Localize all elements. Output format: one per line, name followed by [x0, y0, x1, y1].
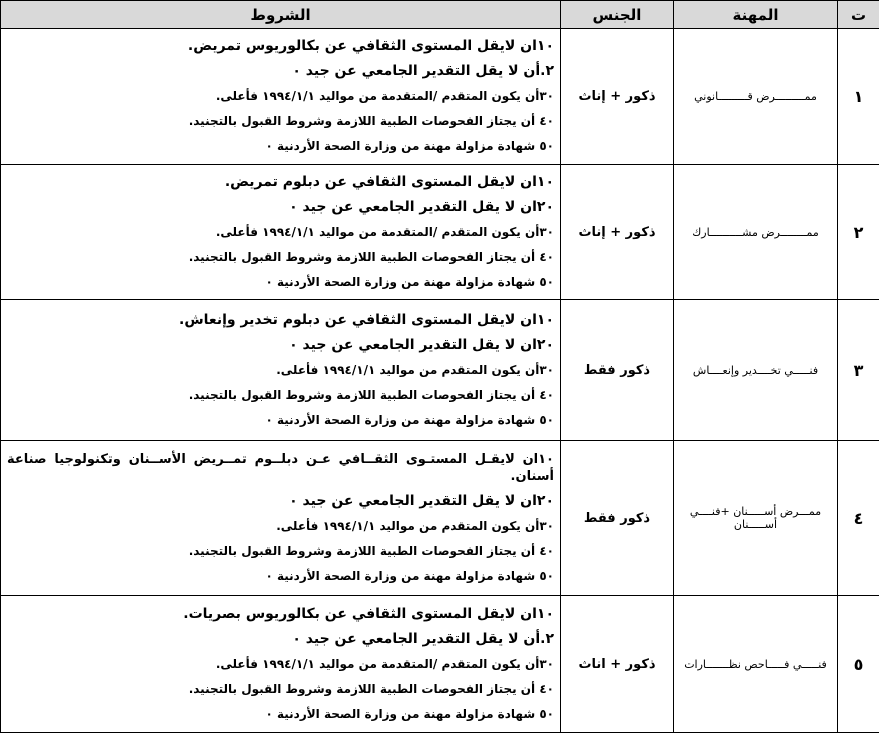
condition-item: ٥٠ شهادة مزاولة مهنة من وزارة الصحة الأردنية ٠	[7, 408, 554, 433]
profession-cell: ممـــرض أســـــنان +فنــــي أســـــنان	[674, 441, 838, 596]
condition-item: ١٠ان لايقل المستوى الثقافي عن دبلوم تمريض.	[7, 170, 554, 195]
row-number: ١	[838, 29, 879, 165]
condition-item: ١٠ان لايقل المستوى الثقافي عن دبلوم تخدير وإنعاش.	[7, 308, 554, 333]
conditions-cell	[1, 596, 561, 733]
row-number: ٢	[838, 165, 879, 300]
gender-cell: ذكور + إناث	[561, 29, 674, 165]
conditions-cell	[1, 165, 561, 300]
row-number: ٤	[838, 441, 879, 596]
condition-item: ٢.أن لا يقل التقدير الجامعي عن جيد ٠	[7, 59, 554, 84]
gender-cell: ذكور + اناث	[561, 596, 674, 733]
condition-item: ٣٠أن يكون المتقدم /المتقدمة من مواليد ١٩٩٤/١/١ فأعلى.	[7, 652, 554, 677]
condition-item: ١٠ان لايقل المستوى الثقافي عن بكالوريوس بصريات.	[7, 602, 554, 627]
profession-cell: فنـــــي تخــــدير وإنعــــاش	[674, 300, 838, 441]
condition-item: ٥٠ شهادة مزاولة مهنة من وزارة الصحة الأردنية ٠	[7, 270, 554, 295]
condition-item: ٤٠ أن يجتاز الفحوصات الطبية اللازمة وشروط القبول بالتجنيد.	[7, 109, 554, 134]
table-row	[1, 300, 879, 441]
condition-item: ١٠ان لايقـل المستـوى الثقــافي عـن دبلــوم تمــريض الأســنان وتكنولوجيا صناعة أسنان.	[7, 447, 554, 489]
condition-item: ٥٠ شهادة مزاولة مهنة من وزارة الصحة الأردنية ٠	[7, 702, 554, 727]
condition-item: ٤٠ أن يجتاز الفحوصات الطبية اللازمة وشروط القبول بالتجنيد.	[7, 677, 554, 702]
profession-cell: ممـــــــــرض قـــــــــانوني	[674, 29, 838, 165]
table-row	[1, 165, 879, 300]
condition-item: ٢٠ان لا يقل التقدير الجامعي عن جيد ٠	[7, 195, 554, 220]
condition-item: ٣٠أن يكون المتقدم /المتقدمة من مواليد ١٩٩٤/١/١ فأعلى.	[7, 220, 554, 245]
table-row	[1, 441, 879, 596]
header-gender: الجنس	[561, 1, 674, 29]
condition-item: ٣٠أن يكون المتقدم من مواليد ١٩٩٤/١/١ فأعلى.	[7, 358, 554, 383]
gender-cell: ذكور فقط	[561, 441, 674, 596]
table-row	[1, 596, 879, 733]
condition-item: ٤٠ أن يجتاز الفحوصات الطبية اللازمة وشروط القبول بالتجنيد.	[7, 383, 554, 408]
profession-cell: فنـــــي فـــــاحص نظـــــــارات	[674, 596, 838, 733]
conditions-cell	[1, 441, 561, 596]
condition-item: ٢٠ان لا يقل التقدير الجامعي عن جيد ٠	[7, 489, 554, 514]
conditions-cell	[1, 300, 561, 441]
header-conditions: الشروط	[1, 1, 561, 29]
table-row	[1, 29, 879, 165]
profession-cell: ممــــــــرض مشــــــــــارك	[674, 165, 838, 300]
condition-item: ٤٠ أن يجتاز الفحوصات الطبية اللازمة وشروط القبول بالتجنيد.	[7, 245, 554, 270]
condition-item: ١٠ان لايقل المستوى الثقافي عن بكالوريوس تمريض.	[7, 34, 554, 59]
gender-cell: ذكور فقط	[561, 300, 674, 441]
header-number: ت	[838, 1, 879, 29]
gender-cell: ذكور + إناث	[561, 165, 674, 300]
condition-item: ٢٠ان لا يقل التقدير الجامعي عن جيد ٠	[7, 333, 554, 358]
condition-item: ٤٠ أن يجتاز الفحوصات الطبية اللازمة وشروط القبول بالتجنيد.	[7, 539, 554, 564]
condition-item: ٣٠أن يكون المتقدم /المتقدمة من مواليد ١٩٩٤/١/١ فأعلى.	[7, 84, 554, 109]
condition-item: ٣٠أن يكون المتقدم من مواليد ١٩٩٤/١/١ فأعلى.	[7, 514, 554, 539]
condition-item: ٥٠ شهادة مزاولة مهنة من وزارة الصحة الأردنية ٠	[7, 564, 554, 589]
row-number: ٥	[838, 596, 879, 733]
condition-item: ٥٠ شهادة مزاولة مهنة من وزارة الصحة الأردنية ٠	[7, 134, 554, 159]
row-number: ٣	[838, 300, 879, 441]
header-profession: المهنة	[674, 1, 838, 29]
condition-item: ٢.أن لا يقل التقدير الجامعي عن جيد ٠	[7, 627, 554, 652]
conditions-cell	[1, 29, 561, 165]
header-row	[1, 1, 879, 29]
